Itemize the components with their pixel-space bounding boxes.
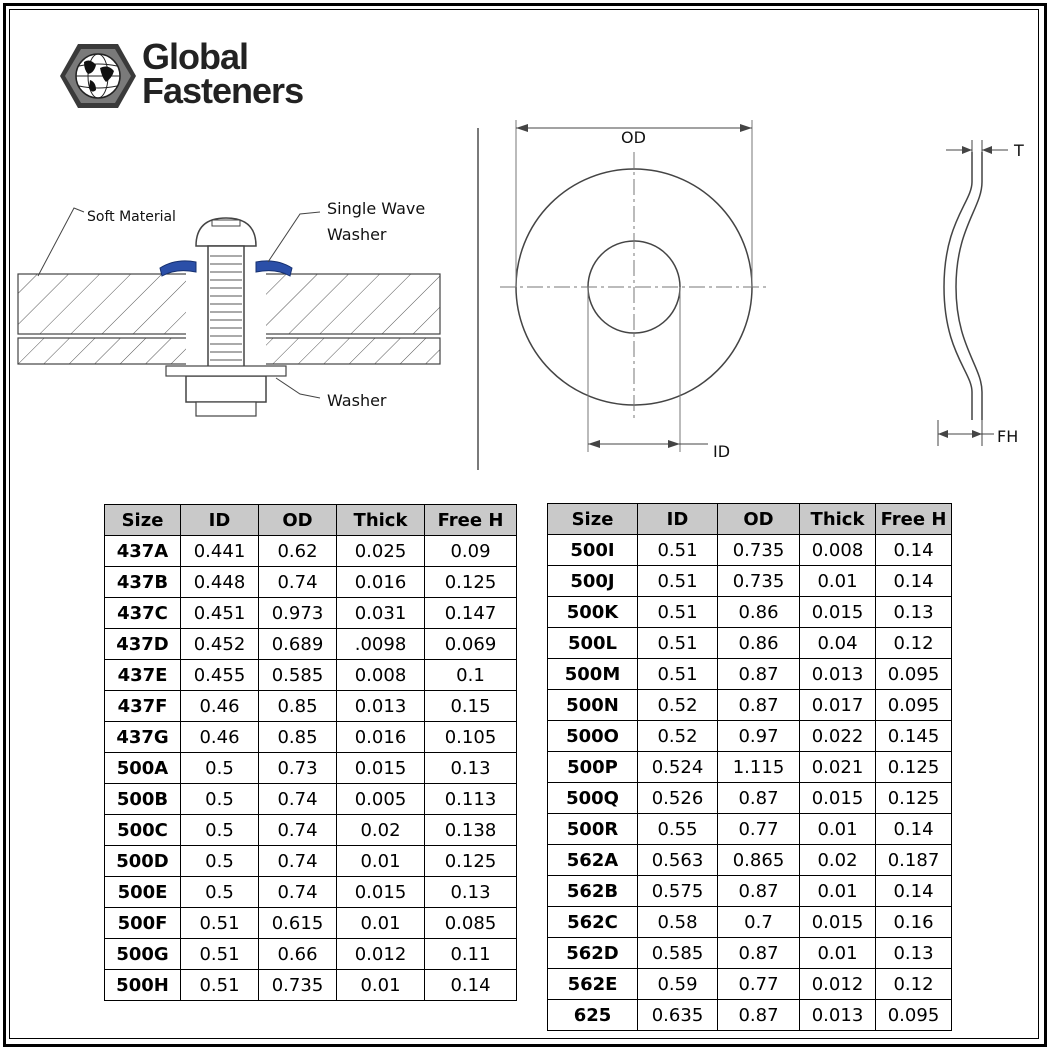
- table-header-row: [105, 505, 517, 536]
- value-cell: 0.13: [876, 938, 952, 969]
- value-cell: 0.008: [337, 660, 425, 691]
- value-cell: 0.015: [337, 877, 425, 908]
- value-cell: 0.017: [800, 690, 876, 721]
- size-cell: 500O: [548, 721, 638, 752]
- table-row: [105, 846, 517, 877]
- value-cell: 0.008: [800, 535, 876, 566]
- table-row: [105, 598, 517, 629]
- table-row: [105, 939, 517, 970]
- technical-drawing: [0, 0, 1050, 500]
- table-row: [105, 970, 517, 1001]
- size-cell: 500I: [548, 535, 638, 566]
- size-cell: 500N: [548, 690, 638, 721]
- size-cell: 500E: [105, 877, 181, 908]
- size-cell: 500G: [105, 939, 181, 970]
- value-cell: 0.5: [181, 784, 259, 815]
- table-row: [105, 815, 517, 846]
- value-cell: 0.51: [638, 566, 718, 597]
- value-cell: 0.02: [337, 815, 425, 846]
- value-cell: 0.138: [425, 815, 517, 846]
- value-cell: 0.46: [181, 722, 259, 753]
- value-cell: 0.013: [800, 659, 876, 690]
- value-cell: 0.635: [638, 1000, 718, 1031]
- value-cell: 0.5: [181, 846, 259, 877]
- size-cell: 562D: [548, 938, 638, 969]
- value-cell: 0.455: [181, 660, 259, 691]
- value-cell: 0.04: [800, 628, 876, 659]
- value-cell: 0.73: [259, 753, 337, 784]
- value-cell: 0.46: [181, 691, 259, 722]
- value-cell: 0.87: [718, 690, 800, 721]
- size-cell: 562C: [548, 907, 638, 938]
- table-row: [105, 567, 517, 598]
- value-cell: 0.16: [876, 907, 952, 938]
- size-cell: 500B: [105, 784, 181, 815]
- table-row: [105, 784, 517, 815]
- value-cell: 0.031: [337, 598, 425, 629]
- value-cell: 0.51: [181, 939, 259, 970]
- column-header: OD: [259, 505, 337, 536]
- table-header-row: [548, 504, 952, 535]
- value-cell: 0.55: [638, 814, 718, 845]
- table-row: [548, 597, 952, 628]
- value-cell: 0.735: [718, 566, 800, 597]
- value-cell: 0.187: [876, 845, 952, 876]
- brand-name-line1: Global: [142, 36, 249, 77]
- value-cell: 0.095: [876, 1000, 952, 1031]
- value-cell: 0.87: [718, 876, 800, 907]
- value-cell: 0.865: [718, 845, 800, 876]
- table-row: [548, 690, 952, 721]
- table-row: [548, 752, 952, 783]
- value-cell: 0.01: [337, 908, 425, 939]
- value-cell: 0.02: [800, 845, 876, 876]
- size-cell: 437G: [105, 722, 181, 753]
- value-cell: 0.1: [425, 660, 517, 691]
- value-cell: 0.85: [259, 722, 337, 753]
- table-row: [548, 969, 952, 1000]
- value-cell: 0.11: [425, 939, 517, 970]
- value-cell: 0.575: [638, 876, 718, 907]
- size-cell: 562A: [548, 845, 638, 876]
- value-cell: 0.97: [718, 721, 800, 752]
- value-cell: 0.585: [259, 660, 337, 691]
- value-cell: 0.735: [259, 970, 337, 1001]
- value-cell: 0.005: [337, 784, 425, 815]
- size-cell: 562E: [548, 969, 638, 1000]
- value-cell: 0.563: [638, 845, 718, 876]
- size-cell: 500C: [105, 815, 181, 846]
- value-cell: 0.74: [259, 784, 337, 815]
- value-cell: 0.51: [181, 970, 259, 1001]
- value-cell: 0.526: [638, 783, 718, 814]
- size-cell: 437A: [105, 536, 181, 567]
- washer-side-profile: [938, 140, 1008, 446]
- value-cell: 0.13: [425, 753, 517, 784]
- value-cell: 0.01: [337, 846, 425, 877]
- table-row: [548, 721, 952, 752]
- size-table-right: [547, 503, 952, 1031]
- brand-name-line2: Fasteners: [142, 70, 304, 111]
- table-row: [548, 566, 952, 597]
- table-row: [548, 845, 952, 876]
- column-header: ID: [181, 505, 259, 536]
- value-cell: 0.77: [718, 969, 800, 1000]
- value-cell: 0.74: [259, 877, 337, 908]
- size-cell: 500D: [105, 846, 181, 877]
- size-cell: 500L: [548, 628, 638, 659]
- table-row: [548, 938, 952, 969]
- value-cell: 0.66: [259, 939, 337, 970]
- value-cell: 0.01: [800, 566, 876, 597]
- value-cell: 0.015: [337, 753, 425, 784]
- value-cell: 0.14: [876, 814, 952, 845]
- value-cell: .0098: [337, 629, 425, 660]
- value-cell: 0.441: [181, 536, 259, 567]
- value-cell: 0.615: [259, 908, 337, 939]
- value-cell: 0.87: [718, 1000, 800, 1031]
- size-cell: 500R: [548, 814, 638, 845]
- value-cell: 0.87: [718, 938, 800, 969]
- value-cell: 0.62: [259, 536, 337, 567]
- size-cell: 437B: [105, 567, 181, 598]
- value-cell: 0.59: [638, 969, 718, 1000]
- value-cell: 0.52: [638, 721, 718, 752]
- table-row: [105, 629, 517, 660]
- size-cell: 437C: [105, 598, 181, 629]
- nut: [186, 376, 266, 402]
- value-cell: 0.012: [800, 969, 876, 1000]
- value-cell: 0.016: [337, 722, 425, 753]
- table-row: [105, 536, 517, 567]
- size-cell: 437E: [105, 660, 181, 691]
- dim-label-t: T: [1014, 141, 1024, 160]
- value-cell: 1.115: [718, 752, 800, 783]
- column-header: ID: [638, 504, 718, 535]
- value-cell: 0.5: [181, 877, 259, 908]
- value-cell: 0.12: [876, 628, 952, 659]
- value-cell: 0.021: [800, 752, 876, 783]
- value-cell: 0.51: [181, 908, 259, 939]
- value-cell: 0.14: [876, 535, 952, 566]
- table-row: [548, 783, 952, 814]
- value-cell: 0.5: [181, 815, 259, 846]
- value-cell: 0.735: [718, 535, 800, 566]
- value-cell: 0.085: [425, 908, 517, 939]
- value-cell: 0.12: [876, 969, 952, 1000]
- value-cell: 0.585: [638, 938, 718, 969]
- value-cell: 0.13: [425, 877, 517, 908]
- size-cell: 500M: [548, 659, 638, 690]
- table-row: [548, 1000, 952, 1031]
- size-cell: 500J: [548, 566, 638, 597]
- size-cell: 500Q: [548, 783, 638, 814]
- value-cell: 0.095: [876, 690, 952, 721]
- value-cell: 0.13: [876, 597, 952, 628]
- table-row: [105, 660, 517, 691]
- column-header: Free H: [425, 505, 517, 536]
- dim-label-id: ID: [713, 442, 731, 461]
- value-cell: 0.86: [718, 597, 800, 628]
- column-header: Free H: [876, 504, 952, 535]
- value-cell: 0.113: [425, 784, 517, 815]
- size-cell: 500A: [105, 753, 181, 784]
- label-washer: Washer: [327, 391, 387, 410]
- value-cell: 0.74: [259, 846, 337, 877]
- value-cell: 0.87: [718, 659, 800, 690]
- column-header: Size: [105, 505, 181, 536]
- value-cell: 0.51: [638, 597, 718, 628]
- value-cell: 0.09: [425, 536, 517, 567]
- value-cell: 0.74: [259, 815, 337, 846]
- value-cell: 0.58: [638, 907, 718, 938]
- size-cell: 437D: [105, 629, 181, 660]
- value-cell: 0.86: [718, 628, 800, 659]
- value-cell: 0.15: [425, 691, 517, 722]
- value-cell: 0.025: [337, 536, 425, 567]
- value-cell: 0.448: [181, 567, 259, 598]
- value-cell: 0.01: [800, 938, 876, 969]
- table-row: [548, 907, 952, 938]
- table-row: [548, 628, 952, 659]
- column-header: Size: [548, 504, 638, 535]
- size-cell: 562B: [548, 876, 638, 907]
- value-cell: 0.51: [638, 628, 718, 659]
- value-cell: 0.125: [425, 846, 517, 877]
- value-cell: 0.147: [425, 598, 517, 629]
- washer-top-view: [500, 120, 770, 452]
- value-cell: 0.973: [259, 598, 337, 629]
- value-cell: 0.125: [425, 567, 517, 598]
- value-cell: 0.013: [800, 1000, 876, 1031]
- column-header: Thick: [800, 504, 876, 535]
- value-cell: 0.51: [638, 659, 718, 690]
- value-cell: 0.14: [876, 566, 952, 597]
- value-cell: 0.145: [876, 721, 952, 752]
- value-cell: 0.013: [337, 691, 425, 722]
- table-row: [548, 659, 952, 690]
- flat-washer: [166, 366, 286, 376]
- table-row: [548, 535, 952, 566]
- value-cell: 0.451: [181, 598, 259, 629]
- table-row: [105, 877, 517, 908]
- label-single-wave-washer: [327, 196, 425, 248]
- value-cell: 0.012: [337, 939, 425, 970]
- size-cell: 500F: [105, 908, 181, 939]
- size-cell: 500P: [548, 752, 638, 783]
- value-cell: 0.74: [259, 567, 337, 598]
- column-header: OD: [718, 504, 800, 535]
- value-cell: 0.125: [876, 783, 952, 814]
- table-row: [548, 876, 952, 907]
- value-cell: 0.01: [800, 876, 876, 907]
- value-cell: 0.689: [259, 629, 337, 660]
- column-header: Thick: [337, 505, 425, 536]
- value-cell: 0.01: [337, 970, 425, 1001]
- value-cell: 0.125: [876, 752, 952, 783]
- value-cell: 0.51: [638, 535, 718, 566]
- value-cell: 0.85: [259, 691, 337, 722]
- size-cell: 437F: [105, 691, 181, 722]
- value-cell: 0.022: [800, 721, 876, 752]
- label-single-wave-line1: Single Wave: [327, 199, 426, 218]
- value-cell: 0.14: [425, 970, 517, 1001]
- value-cell: 0.77: [718, 814, 800, 845]
- screw-head: [196, 218, 256, 246]
- value-cell: 0.016: [337, 567, 425, 598]
- dim-label-od: OD: [621, 128, 646, 147]
- value-cell: 0.01: [800, 814, 876, 845]
- value-cell: 0.452: [181, 629, 259, 660]
- size-cell: 500H: [105, 970, 181, 1001]
- value-cell: 0.5: [181, 753, 259, 784]
- value-cell: 0.015: [800, 783, 876, 814]
- table-row: [548, 814, 952, 845]
- value-cell: 0.7: [718, 907, 800, 938]
- value-cell: 0.095: [876, 659, 952, 690]
- label-single-wave-line2: Washer: [327, 225, 387, 244]
- table-row: [105, 908, 517, 939]
- size-table-left: [104, 504, 517, 1001]
- size-cell: 625: [548, 1000, 638, 1031]
- value-cell: 0.14: [876, 876, 952, 907]
- dim-label-fh: FH: [997, 427, 1019, 446]
- value-cell: 0.015: [800, 907, 876, 938]
- label-soft-material: Soft Material: [87, 209, 176, 225]
- value-cell: 0.52: [638, 690, 718, 721]
- value-cell: 0.105: [425, 722, 517, 753]
- value-cell: 0.87: [718, 783, 800, 814]
- table-row: [105, 691, 517, 722]
- value-cell: 0.524: [638, 752, 718, 783]
- value-cell: 0.069: [425, 629, 517, 660]
- value-cell: 0.015: [800, 597, 876, 628]
- table-row: [105, 753, 517, 784]
- size-cell: 500K: [548, 597, 638, 628]
- table-row: [105, 722, 517, 753]
